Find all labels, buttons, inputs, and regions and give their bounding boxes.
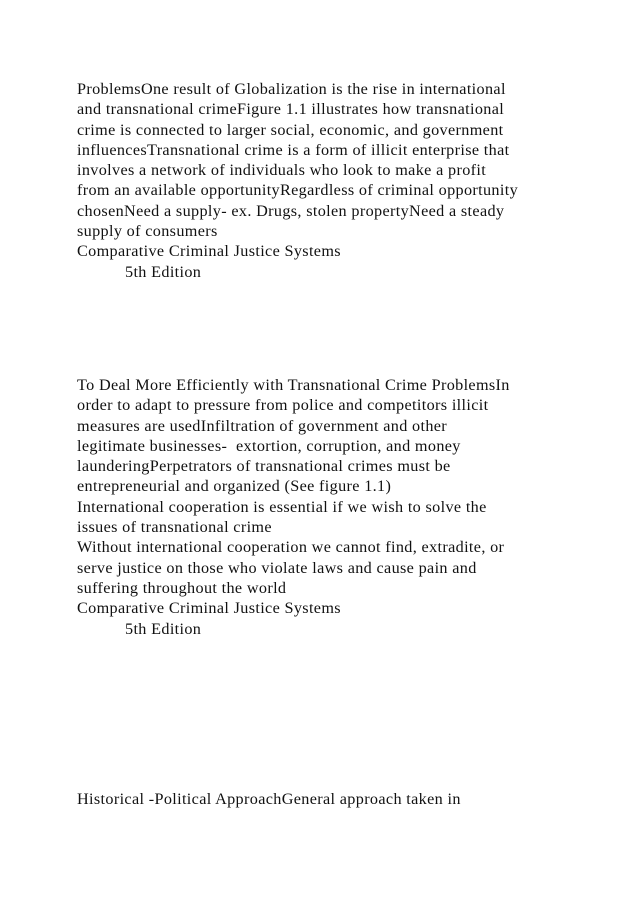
text-line: order to adapt to pressure from police and competitors illicit bbox=[77, 396, 489, 415]
book-title-footer: Comparative Criminal Justice Systems bbox=[77, 599, 341, 618]
book-title-footer: Comparative Criminal Justice Systems bbox=[77, 242, 341, 261]
text-line: from an available opportunityRegardless of criminal opportunity bbox=[77, 181, 519, 200]
text-line: measures are usedInfiltration of government and other bbox=[77, 416, 448, 435]
text-line: influencesTransnational crime is a form of illicit enterprise that bbox=[77, 140, 510, 159]
text-line: involves a network of individuals who look to make a profit bbox=[77, 161, 487, 180]
text-line: launderingPerpetrators of transnational crimes must be bbox=[77, 457, 451, 476]
text-line: chosenNeed a supply- ex. Drugs, stolen propertyNeed a steady bbox=[77, 201, 505, 220]
text-line: serve justice on those who violate laws and cause pain and bbox=[77, 558, 477, 577]
text-line: Historical -Political ApproachGeneral approach taken in bbox=[77, 790, 461, 808]
text-line: suffering throughout the world bbox=[77, 578, 287, 597]
text-line: To Deal More Efficiently with Transnational Crime ProblemsIn bbox=[77, 376, 510, 394]
text-line: crime is connected to larger social, economic, and government bbox=[77, 120, 504, 139]
slide-text-block-transnational-crime bbox=[77, 375, 617, 639]
text-line: legitimate businesses- extortion, corruption, and money bbox=[77, 436, 461, 455]
text-line: entrepreneurial and organized (See figure 1.1) bbox=[77, 477, 392, 496]
slide-text-block-problems bbox=[77, 79, 617, 282]
text-line: and transnational crimeFigure 1.1 illustrates how transnational bbox=[77, 100, 505, 119]
slide-text-block-historical-political bbox=[77, 789, 617, 809]
text-line: supply of consumers bbox=[77, 222, 218, 241]
book-edition-footer: 5th Edition bbox=[125, 262, 202, 281]
text-line: International cooperation is essential if we wish to solve the bbox=[77, 497, 487, 516]
text-line: issues of transnational crime bbox=[77, 518, 272, 537]
text-line: ProblemsOne result of Globalization is the rise in international bbox=[77, 80, 506, 98]
text-line: Without international cooperation we cannot find, extradite, or bbox=[77, 538, 505, 557]
book-edition-footer: 5th Edition bbox=[125, 619, 202, 638]
